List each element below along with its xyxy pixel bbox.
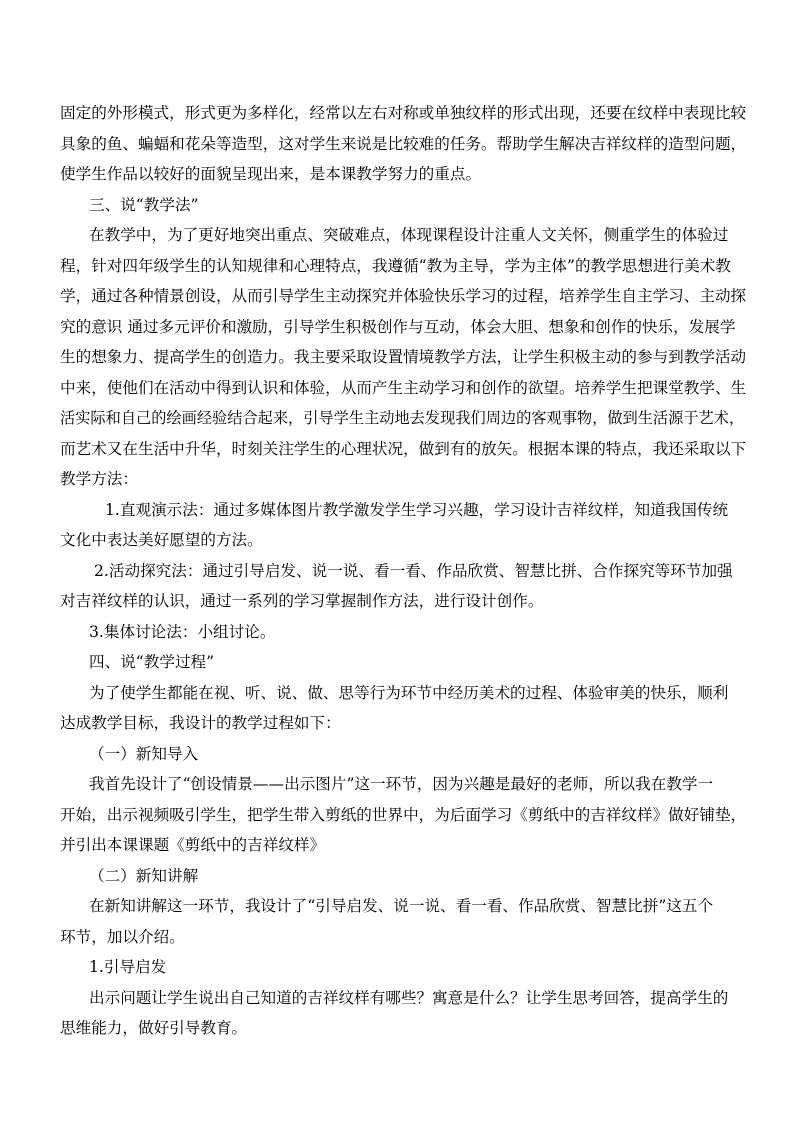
paragraph-line: 并引出本课课题《剪纸中的吉祥纹样》 (60, 836, 326, 854)
paragraph-line: 为了使学生都能在视、听、说、做、思等行为环节中经历美术的过程、体验审美的快乐，顺利 (89, 683, 729, 702)
list-item-method-1: 1.直观演示法：通过多媒体图片教学激发学生学习兴趣，学习设计吉祥纹样，知道我国传统 (105, 500, 729, 519)
paragraph-line: 而艺术又在生活中升华，时刻关注学生的心理状况，做到有的放矢。根据本课的特点，我还采取以下 (60, 439, 747, 458)
paragraph-line: 达成教学目标，我设计的教学过程如下： (60, 714, 341, 732)
paragraph-line: 生的想象力、提高学生的创造力。我主要采取设置情境教学方法，让学生积极主动的参与到教学活动 (60, 348, 747, 366)
subsection-heading-explanation: （二）新知讲解 (89, 866, 199, 885)
paragraph-line: 在新知讲解这一环节，我设计了“引导启发、说一说、看一看、作品欣赏、智慧比拼”这五个 (89, 897, 714, 915)
paragraph-line: 在教学中，为了更好地突出重点、突破难点，体现课程设计注重人文关怀，侧重学生的体验过 (89, 226, 729, 244)
paragraph-line: 中来，使他们在活动中得到认识和体验，从而产生主动学习和创作的欲望。培养学生把课堂教学、生 (60, 378, 747, 397)
paragraph-line: 出示问题让学生说出自己知道的吉祥纹样有哪些？寓意是什么？让学生思考回答，提高学生的 (89, 988, 729, 1007)
subsection-heading-intro: （一）新知导入 (89, 744, 199, 763)
list-item-method-3: 3.集体讨论法：小组讨论。 (89, 622, 276, 641)
paragraph-line: 固定的外形模式，形式更为多样化，经常以左右对称或单独纹样的形式出现，还要在纹样中表现比较 (60, 104, 747, 122)
paragraph-line: 思维能力，做好引导教育。 (60, 1019, 248, 1037)
paragraph-line: 学，通过各种情景创设，从而引导学生主动探究并体验快乐学习的过程，培养学生自主学习、主动探 (60, 287, 747, 305)
paragraph-line: 环节，加以介绍。 (60, 927, 185, 946)
paragraph-line: 对吉祥纹样的认识，通过一系列的学习掌握制作方法，进行设计创作。 (60, 592, 544, 610)
paragraph-line: 开始，出示视频吸引学生，把学生带入剪纸的世界中，为后面学习《剪纸中的吉祥纹样》做好铺垫， (60, 805, 747, 824)
subheading-guidance: 1.引导启发 (89, 958, 167, 976)
paragraph-line: 我首先设计了“创设情景——出示图片”这一环节，因为兴趣是最好的老师，所以我在教学一 (89, 775, 714, 793)
paragraph-line: 文化中表达美好愿望的方法。 (60, 531, 263, 549)
paragraph-line: 活实际和自己的绘画经验结合起来，引导学生主动地去发现我们周边的客观事物，做到生活源于艺术， (60, 409, 745, 427)
document-body (60, 98, 748, 1044)
paragraph-line: 教学方法： (60, 470, 138, 488)
paragraph-line: 程，针对四年级学生的认知规律和心理特点，我遵循“教为主导，学为主体”的教学思想进行美术教 (60, 256, 731, 275)
paragraph-line: 具象的鱼、蝙蝠和花朵等造型，这对学生来说是比较难的任务。帮助学生解决吉祥纹样的造型问题， (60, 134, 747, 153)
section-heading-teaching-method: 三、说“教学法” (89, 195, 199, 214)
paragraph-line: 究的意识 通过多元评价和激励，引导学生积极创作与互动，体会大胆、想象和创作的快乐，发展学 (60, 317, 736, 336)
paragraph-line: 使学生作品以较好的面貌呈现出来，是本课教学努力的重点。 (60, 165, 482, 183)
section-heading-teaching-process: 四、说“教学过程” (89, 653, 215, 671)
list-item-method-2: 2.活动探究法：通过引导启发、说一说、看一看、作品欣赏、智慧比拼、合作探究等环节加强 (94, 561, 733, 580)
